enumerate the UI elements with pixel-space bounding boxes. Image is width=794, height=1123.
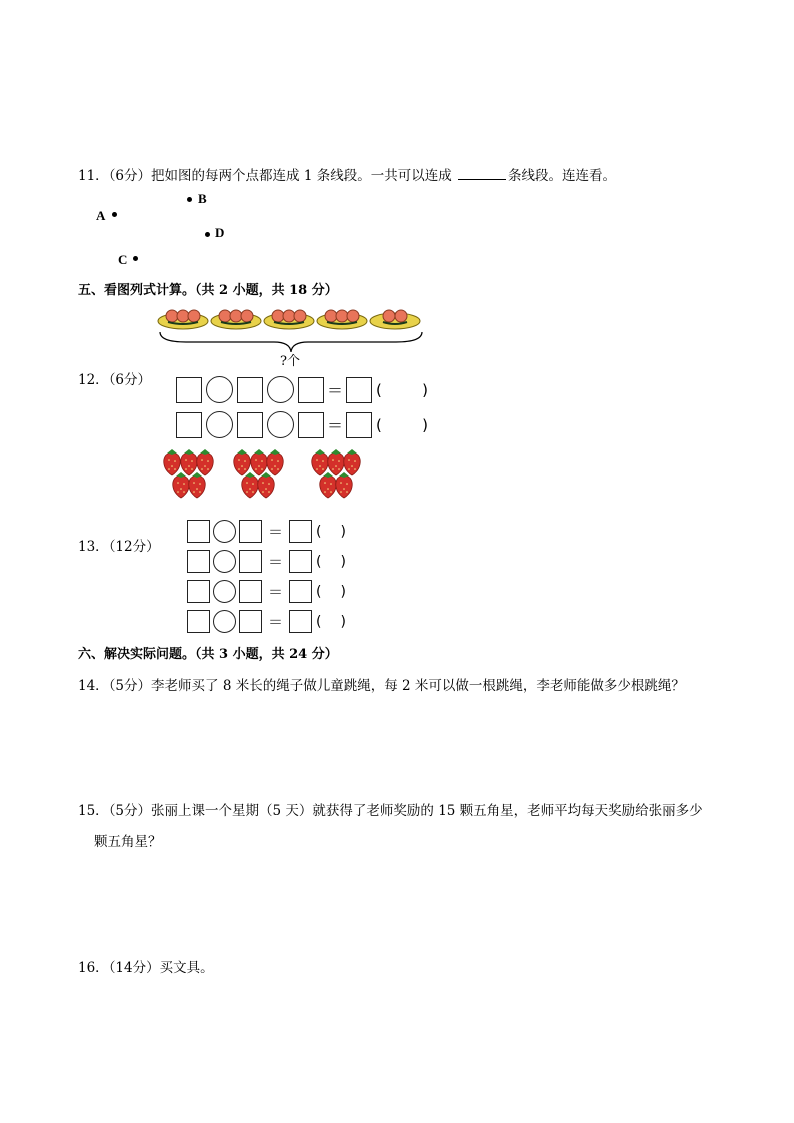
strawberry-icon [336,472,352,498]
close-paren: ) [422,415,429,434]
equation-row [176,411,428,438]
close-paren: ) [340,553,347,570]
strawberry-icon [234,449,250,475]
question-16 [78,956,214,976]
question-12 [78,368,151,388]
answer-box[interactable] [187,610,210,633]
section-6-heading: 六、解决实际问题。（共 3 小题，共 24 分） [78,647,338,662]
question-number: 12． [78,372,109,388]
operator-circle[interactable] [213,520,236,543]
strawberry-icon [258,472,274,498]
brace-label: ?个 [280,354,300,369]
equation-row [187,610,346,633]
strawberry-group [312,449,360,498]
question-score: （5分） [108,678,152,694]
question-15 [78,799,703,819]
question-score: （6分） [108,168,152,184]
strawberry-icon [251,449,267,475]
strawberry-icon [197,449,213,475]
answer-box[interactable] [239,550,262,573]
strawberries-figure [160,447,366,501]
answer-box[interactable] [346,377,372,403]
equals-sign: ＝ [268,583,284,601]
point-label-d: D [215,225,225,240]
question-number: 13． [78,539,109,555]
question-text: 张丽上课一个星期（5 天）就获得了老师奖励的 15 颗五角星，老师平均每天奖励给张丽多少 [151,803,703,819]
operator-circle[interactable] [213,550,236,573]
strawberry-icon [312,449,328,475]
plate-of-fruit-icon [370,310,420,329]
point-c-dot[interactable] [133,256,138,261]
strawberry-icon [328,449,344,475]
answer-box[interactable] [187,550,210,573]
close-paren: ) [340,523,347,540]
question-score: （6分） [108,372,152,388]
operator-circle[interactable] [267,376,294,403]
answer-box[interactable] [289,520,312,543]
strawberry-icon [344,449,360,475]
question-14 [78,674,685,694]
point-label-c: C [118,252,128,267]
answer-box[interactable] [239,520,262,543]
strawberry-group [164,449,213,498]
question-number: 14． [78,678,109,694]
question-score: （14分） [108,960,160,976]
operator-circle[interactable] [213,610,236,633]
question-score: （5分） [108,803,152,819]
strawberry-icon [173,472,189,498]
question-text: 李老师买了 8 米长的绳子做儿童跳绳，每 2 米可以做一根跳绳，李老师能做多少根跳绳？ [151,678,685,694]
open-paren: ( [376,415,382,434]
answer-box[interactable] [346,412,372,438]
answer-box[interactable] [289,580,312,603]
open-paren: ( [316,523,322,540]
open-paren: ( [316,613,322,630]
point-a-dot[interactable] [112,212,117,217]
equals-sign: ＝ [268,553,284,571]
operator-circle[interactable] [206,411,233,438]
question-13 [78,535,160,555]
answer-box[interactable] [239,580,262,603]
close-paren: ) [340,583,347,600]
operator-circle[interactable] [206,376,233,403]
strawberry-icon [320,472,336,498]
equals-sign: ＝ [268,613,284,631]
open-paren: ( [376,380,382,399]
answer-box[interactable] [298,377,324,403]
plate-of-fruit-icon [317,310,367,329]
equals-sign: ＝ [327,416,344,435]
unit-blank[interactable] [316,524,346,540]
section-5-heading: 五、看图列式计算。（共 2 小题，共 18 分） [78,283,338,298]
answer-box[interactable] [237,377,263,403]
close-paren: ) [340,613,347,630]
answer-box[interactable] [187,520,210,543]
question-text-after: 条线段。连连看。 [508,168,616,184]
answer-box[interactable] [289,550,312,573]
plate-of-fruit-icon [211,310,261,329]
point-label-a: A [96,208,106,223]
question-15-line-2: 颗五角星？ [94,834,162,850]
operator-circle[interactable] [267,411,294,438]
plate-of-fruit-icon [264,310,314,329]
answer-box[interactable] [187,580,210,603]
strawberry-icon [242,472,258,498]
unit-blank[interactable] [316,584,346,600]
answer-box[interactable] [237,412,263,438]
equation-row [187,550,346,573]
equation-row [187,520,346,543]
question-text: 把如图的每两个点都连成 1 条线段。一共可以连成 [151,168,452,184]
strawberry-icon [267,449,283,475]
answer-box[interactable] [176,377,202,403]
unit-blank[interactable] [316,614,346,630]
strawberry-icon [164,449,180,475]
answer-box[interactable] [289,610,312,633]
unit-blank[interactable] [376,416,428,434]
point-b-dot[interactable] [187,197,192,202]
question-number: 15． [78,803,109,819]
answer-blank[interactable] [458,167,506,180]
question-number: 11． [78,168,109,184]
question-score: （12分） [108,539,160,555]
unit-blank[interactable] [376,381,428,399]
strawberry-icon [181,449,197,475]
answer-box[interactable] [176,412,202,438]
point-d-dot[interactable] [205,232,210,237]
strawberry-icon [189,472,205,498]
equation-row [187,580,346,603]
equals-sign: ＝ [268,523,284,541]
answer-box[interactable] [239,610,262,633]
unit-blank[interactable] [316,554,346,570]
open-paren: ( [316,553,322,570]
brace [160,332,422,352]
answer-box[interactable] [298,412,324,438]
open-paren: ( [316,583,322,600]
points-figure [92,188,232,272]
question-11 [78,164,616,184]
plate-of-fruit-icon [158,310,208,329]
close-paren: ) [422,380,429,399]
equals-sign: ＝ [327,381,344,400]
strawberry-group [234,449,283,498]
question-number: 16． [78,960,109,976]
equation-row [176,376,428,403]
operator-circle[interactable] [213,580,236,603]
point-label-b: B [198,191,207,206]
question-text: 买文具。 [159,960,214,976]
